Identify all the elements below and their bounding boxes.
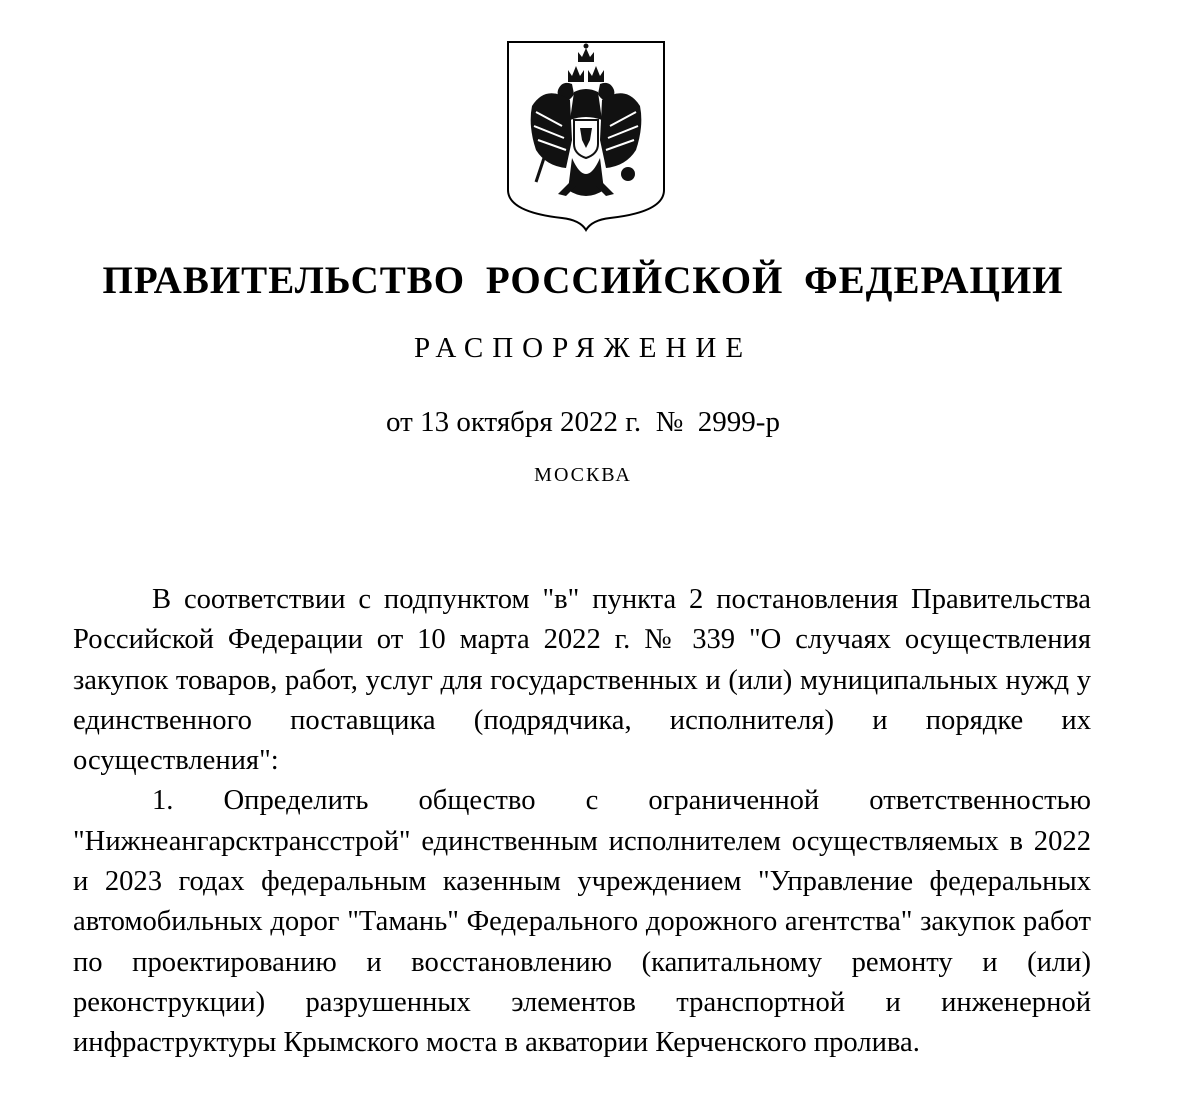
coat-of-arms-icon — [506, 40, 666, 232]
preamble-paragraph: В соответствии с подпунктом "в" пункта 2 постановления Правительства Российской Федерации от 10 марта 2022 г. № 339 "О случаях осуществления закупок товаров, работ, услуг для государственных и (или) муниципальных нужд у единственного поставщика (подрядчика, исполнителя) и порядке их осуществления": — [73, 584, 1091, 777]
clause-1-paragraph: 1. Определить общество с ограниченной ответственностью "Нижнеангарсктрансстрой" единственным исполнителем осуществляемых в 2022 и 2023 годах федеральным казенным учреждением "Управление федеральных автомобильных дорог "Тамань" Федерального дорожного агентства" закупок работ по проектированию и восстановлению (капитальному ремонту и (или) реконструкции) разрушенных элементов транспортной и инженерной инфраструктуры Крымского моста в акватории Керченского пролива. — [73, 785, 1091, 1059]
document-type: РАСПОРЯЖЕНИЕ — [413, 332, 753, 364]
date-and-number: от 13 октября 2022 г. № 2999-р — [386, 406, 780, 438]
document-body — [73, 580, 1091, 1064]
government-title: ПРАВИТЕЛЬСТВО РОССИЙСКОЙ ФЕДЕРАЦИИ — [102, 259, 1064, 302]
city-name: МОСКВА — [534, 464, 632, 486]
